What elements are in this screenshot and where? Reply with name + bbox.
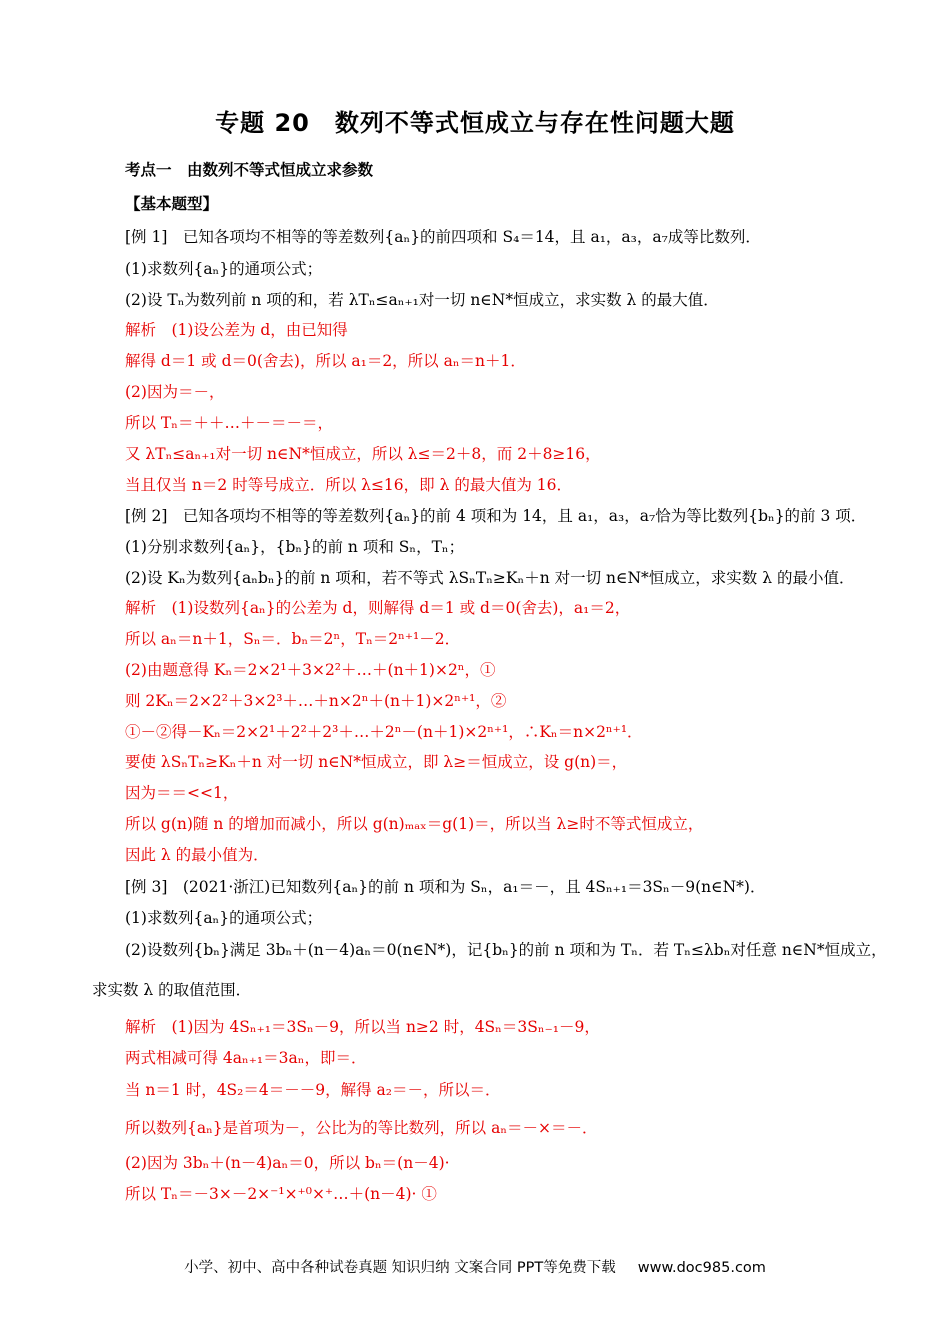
solution-line: 所以 Tₙ＝＋＋…＋－＝－＝，	[125, 414, 333, 432]
footer-url[interactable]: www.doc985.com	[637, 1260, 766, 1276]
footer	[0, 1256, 950, 1277]
problem-line: (2)设 Tₙ为数列前 n 项的和，若 λTₙ≤aₙ₊₁对一切 n∈N*恒成立，求实数 λ 的最大值．	[125, 291, 719, 309]
solution-line: (2)因为 3bₙ＋(n－4)aₙ＝0，所以 bₙ＝(n－4)·	[125, 1154, 450, 1172]
problem-line: (1)分别求数列{aₙ}，{bₙ}的前 n 项和 Sₙ，Tₙ；	[125, 538, 465, 556]
solution-line: 所以数列{aₙ}是首项为－，公比为的等比数列，所以 aₙ＝－×＝－．	[125, 1119, 598, 1137]
solution-line: 解析 (1)设公差为 d，由已知得	[125, 321, 348, 339]
solution-line: (2)由题意得 Kₙ＝2×2¹＋3×2²＋…＋(n＋1)×2ⁿ，①	[125, 661, 496, 679]
section-heading: 考点一 由数列不等式恒成立求参数	[125, 161, 374, 179]
solution-line: 所以 Tₙ＝－3×－2×⁻¹×⁺⁰×⁺…＋(n－4)· ①	[125, 1185, 437, 1203]
solution-line: 两式相减可得 4aₙ₊₁＝3aₙ，即＝．	[125, 1049, 367, 1067]
solution-line: 要使 λSₙTₙ≥Kₙ＋n 对一切 n∈N*恒成立，即 λ≥＝恒成立，设 g(n)＝，	[125, 753, 628, 771]
solution-line: 所以 g(n)随 n 的增加而减小，所以 g(n)ₘₐₓ＝g(1)＝，所以当 λ≥时不等式恒成立，	[125, 815, 704, 833]
page-title: 专题 20 数列不等式恒成立与存在性问题大题	[215, 109, 735, 137]
solution-line: 解析 (1)因为 4Sₙ₊₁＝3Sₙ－9，所以当 n≥2 时，4Sₙ＝3Sₙ₋₁－9，	[125, 1018, 600, 1036]
problem-line: [例 2] 已知各项均不相等的等差数列{aₙ}的前 4 项和为 14，且 a₁，a₃，a₇恰为等比数列{bₙ}的前 3 项．	[125, 507, 867, 525]
problem-line: (2)设 Kₙ为数列{aₙbₙ}的前 n 项和，若不等式 λSₙTₙ≥Kₙ＋n 对一切 n∈N*恒成立，求实数 λ 的最小值．	[125, 569, 855, 587]
solution-line: 当 n＝1 时，4S₂＝4＝－－9，解得 a₂＝－，所以＝．	[125, 1081, 501, 1099]
solution-line: ①－②得－Kₙ＝2×2¹＋2²＋2³＋…＋2ⁿ－(n＋1)×2ⁿ⁺¹，∴Kₙ＝n×2ⁿ⁺¹．	[125, 723, 643, 741]
solution-line: 因此 λ 的最小值为．	[125, 846, 269, 864]
footer-text: 小学、初中、高中各种试卷真题 知识归纳 文案合同 PPT等免费下载	[184, 1260, 616, 1276]
solution-line: 因为＝＝<<1，	[125, 784, 239, 802]
problem-line: [例 1] 已知各项均不相等的等差数列{aₙ}的前四项和 S₄＝14，且 a₁，a₃，a₇成等比数列．	[125, 228, 761, 246]
problem-line: (1)求数列{aₙ}的通项公式；	[125, 909, 323, 927]
solution-line: 又 λTₙ≤aₙ₊₁对一切 n∈N*恒成立，所以 λ≤＝2＋8，而 2＋8≥16，	[125, 445, 601, 463]
problem-line: 求实数 λ 的取值范围．	[92, 981, 252, 999]
solution-line: 则 2Kₙ＝2×2²＋3×2³＋…＋n×2ⁿ＋(n＋1)×2ⁿ⁺¹，②	[125, 692, 507, 710]
subsection-heading: 【基本题型】	[125, 195, 219, 213]
problem-line: (1)求数列{aₙ}的通项公式；	[125, 260, 323, 278]
solution-line: 所以 aₙ＝n＋1，Sₙ＝．bₙ＝2ⁿ，Tₙ＝2ⁿ⁺¹－2．	[125, 630, 461, 648]
solution-line: 当且仅当 n＝2 时等号成立．所以 λ≤16，即 λ 的最大值为 16．	[125, 476, 572, 494]
solution-line: 解析 (1)设数列{aₙ}的公差为 d，则解得 d＝1 或 d＝0(舍去)，a₁＝2，	[125, 599, 631, 617]
solution-line: (2)因为＝－，	[125, 383, 225, 401]
problem-line: (2)设数列{bₙ}满足 3bₙ＋(n－4)aₙ＝0(n∈N*)，记{bₙ}的前 n 项和为 Tₙ．若 Tₙ≤λbₙ对任意 n∈N*恒成立，	[125, 941, 887, 959]
problem-line: [例 3] (2021·浙江)已知数列{aₙ}的前 n 项和为 Sₙ，a₁＝－，且 4Sₙ₊₁＝3Sₙ－9(n∈N*)．	[125, 878, 766, 896]
solution-line: 解得 d＝1 或 d＝0(舍去)，所以 a₁＝2，所以 aₙ＝n＋1．	[125, 352, 526, 370]
